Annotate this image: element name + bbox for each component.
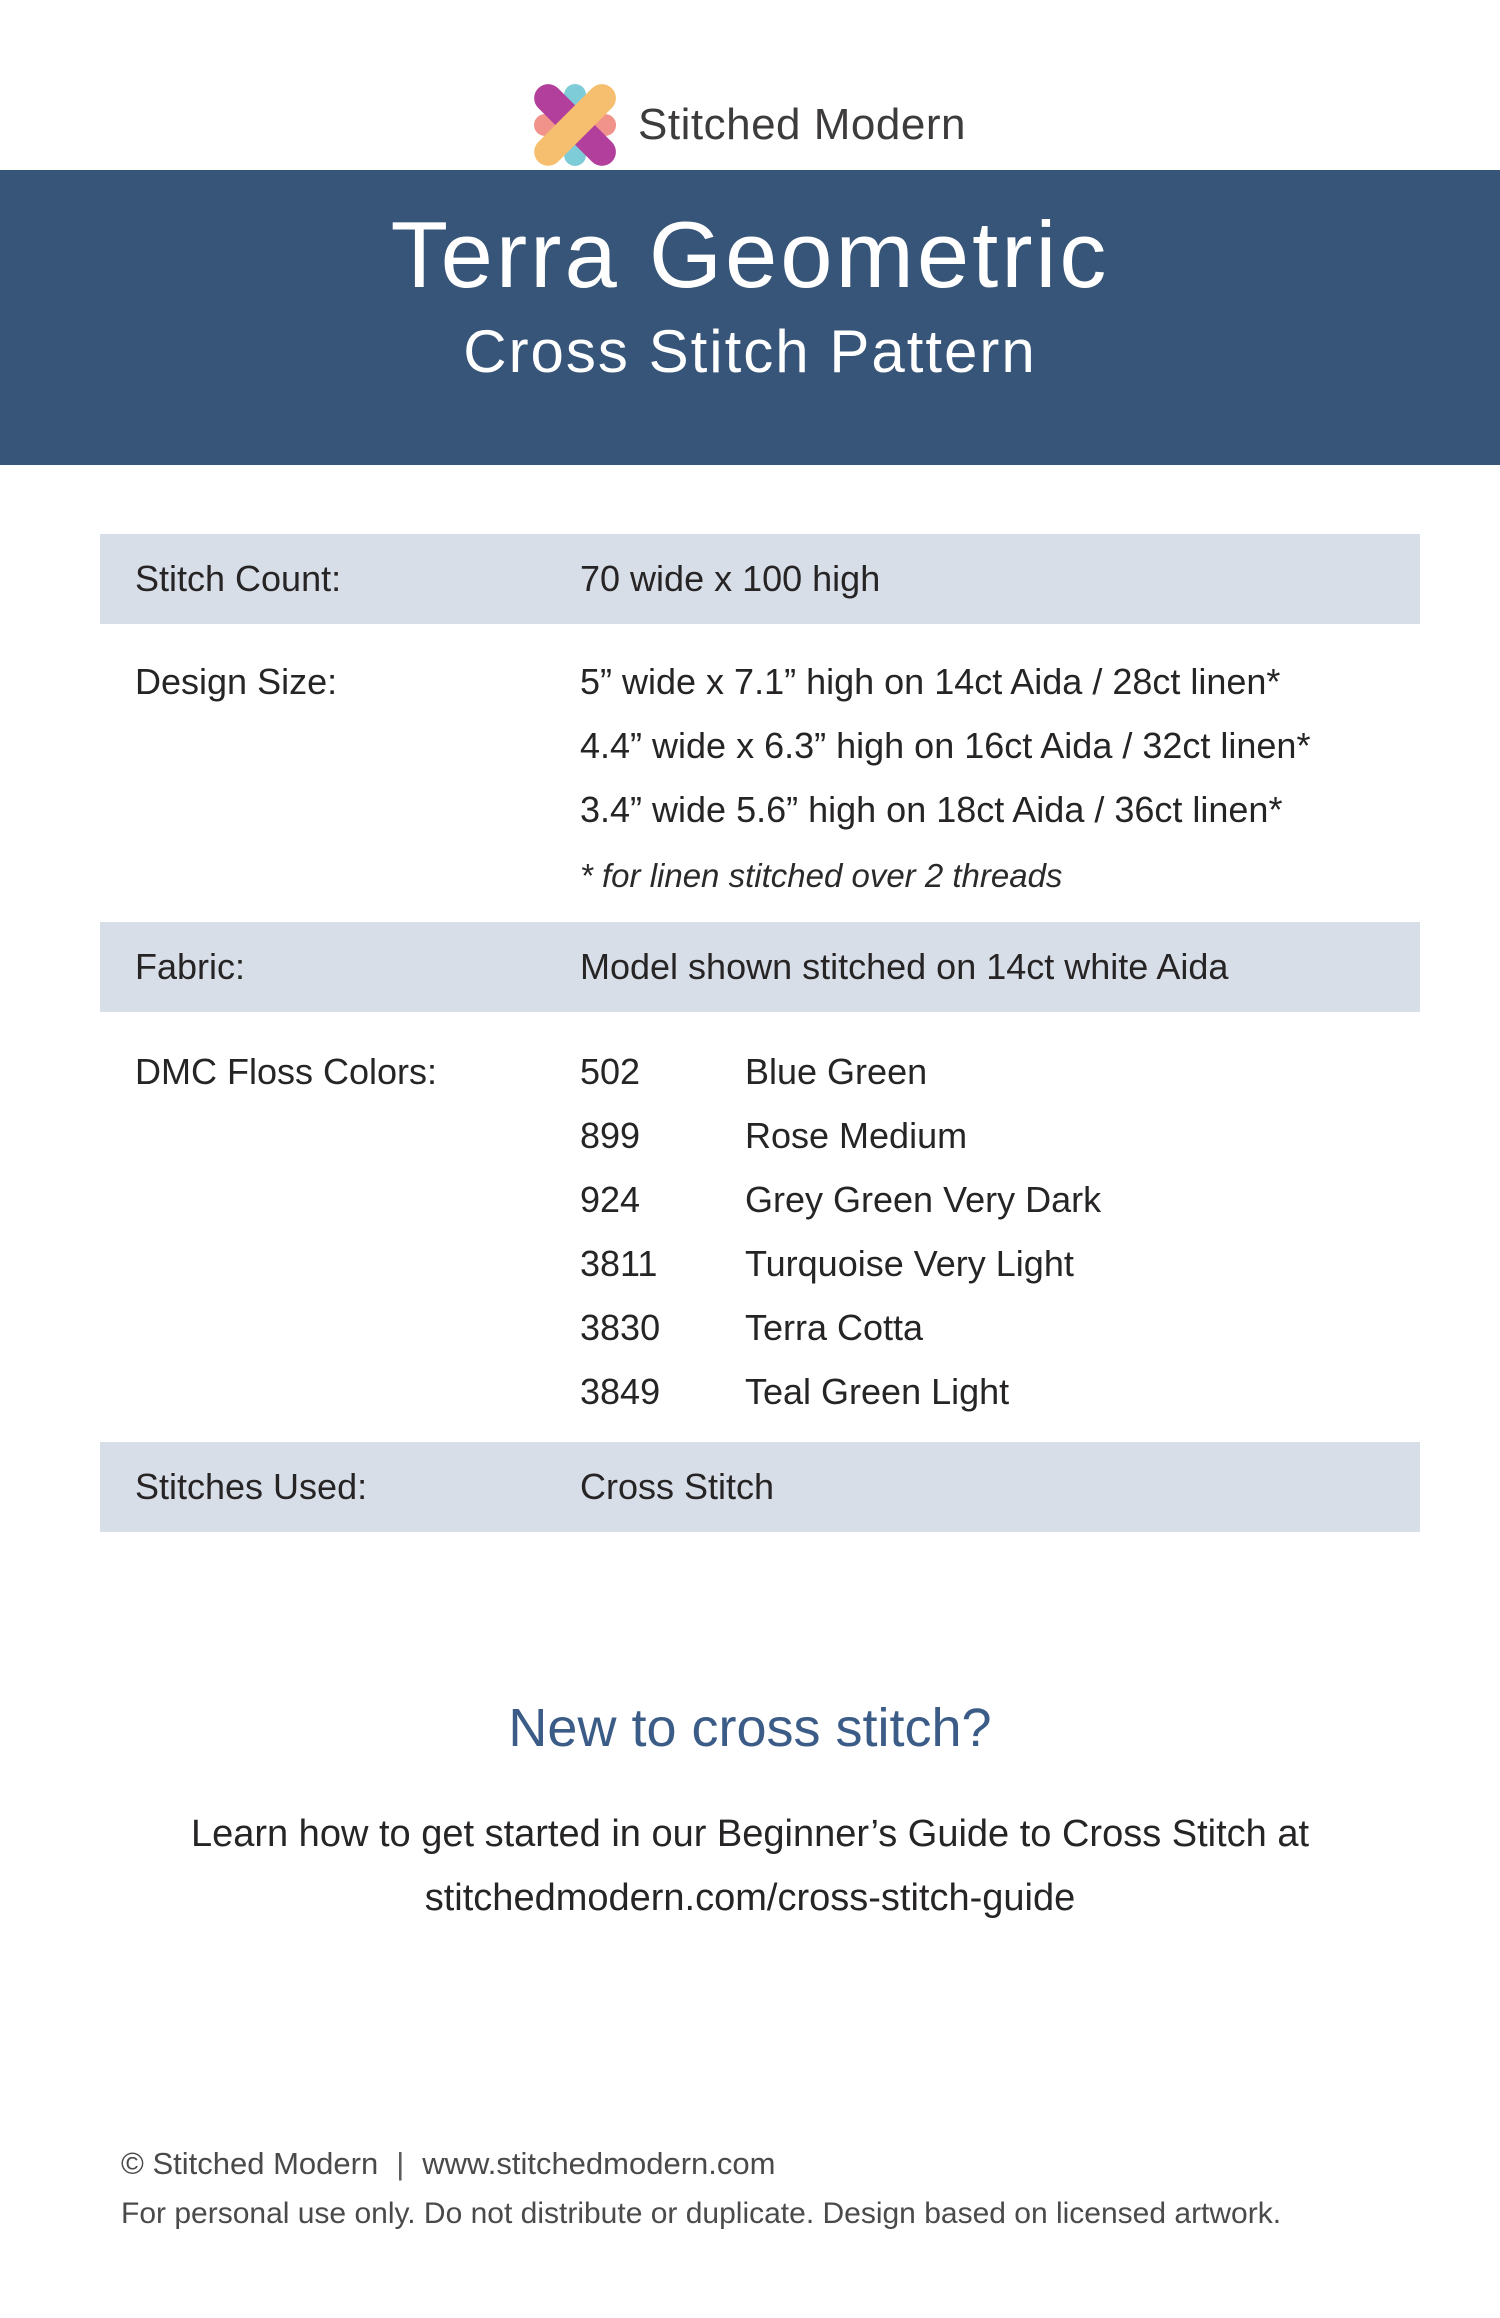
floss-code: 502 xyxy=(580,1051,641,1092)
floss-name: Blue Green xyxy=(745,1051,928,1092)
floss-code: 3811 xyxy=(580,1243,658,1284)
fabric-value: Model shown stitched on 14ct white Aida xyxy=(580,946,1229,987)
copyright-text: © Stitched Modern xyxy=(121,2146,379,2181)
pattern-subtitle: Cross Stitch Pattern xyxy=(463,317,1037,385)
stitch-count-value: 70 wide x 100 high xyxy=(580,558,881,599)
floss-name: Rose Medium xyxy=(745,1115,968,1156)
design-size-line: 5” wide x 7.1” high on 14ct Aida / 28ct linen* xyxy=(580,661,1281,702)
floss-code: 3830 xyxy=(580,1307,661,1348)
footer-disclaimer: For personal use only. Do not distribute or duplicate. Design based on licensed artwork. xyxy=(121,2197,1282,2230)
flower-asterisk-icon xyxy=(534,84,616,166)
stitches-used-value: Cross Stitch xyxy=(580,1466,775,1507)
floss-item xyxy=(580,1360,1420,1424)
floss-item xyxy=(580,1168,1420,1232)
floss-name: Terra Cotta xyxy=(745,1307,924,1348)
floss-code: 924 xyxy=(580,1179,641,1220)
floss-name: Grey Green Very Dark xyxy=(745,1179,1102,1220)
guide-url: stitchedmodern.com/cross-stitch-guide xyxy=(424,1877,1076,1919)
stitches-used-row xyxy=(100,1442,1420,1532)
fabric-row xyxy=(100,922,1420,1012)
floss-item xyxy=(580,1040,1420,1104)
callout-heading: New to cross stitch? xyxy=(508,1698,992,1758)
footer-separator: | xyxy=(396,2146,405,2181)
floss-code: 899 xyxy=(580,1115,641,1156)
design-size-values xyxy=(580,650,1420,898)
website-url: www.stitchedmodern.com xyxy=(422,2146,776,2181)
brand-name: Stitched Modern xyxy=(638,100,966,149)
stitch-count-label: Stitch Count: xyxy=(135,558,342,599)
beginner-guide-callout xyxy=(0,1700,1500,1930)
design-size-label: Design Size: xyxy=(135,661,338,702)
floss-name: Teal Green Light xyxy=(745,1371,1010,1412)
stitch-count-row xyxy=(100,534,1420,624)
title-banner xyxy=(0,170,1500,465)
fabric-label: Fabric: xyxy=(135,946,246,987)
design-size-line: 3.4” wide 5.6” high on 18ct Aida / 36ct linen* xyxy=(580,789,1283,830)
design-size-row xyxy=(100,624,1420,922)
floss-name: Turquoise Very Light xyxy=(745,1243,1074,1284)
floss-code: 3849 xyxy=(580,1371,661,1412)
design-size-note: * for linen stitched over 2 threads xyxy=(580,857,1063,894)
pattern-title: Terra Geometric xyxy=(390,202,1110,307)
header xyxy=(0,0,1500,170)
floss-item xyxy=(580,1232,1420,1296)
callout-text: Learn how to get started in our Beginner’s Guide to Cross Stitch at xyxy=(190,1813,1310,1855)
footer xyxy=(121,2142,1281,2234)
design-size-line: 4.4” wide x 6.3” high on 16ct Aida / 32ct linen* xyxy=(580,725,1311,766)
spec-table xyxy=(100,534,1420,1532)
floss-item xyxy=(580,1104,1420,1168)
floss-colors-row xyxy=(100,1012,1420,1442)
floss-colors-list xyxy=(580,1040,1420,1424)
brand-logo xyxy=(534,84,966,166)
stitches-used-label: Stitches Used: xyxy=(135,1466,368,1507)
floss-item xyxy=(580,1296,1420,1360)
footer-copyright-line xyxy=(121,2142,1281,2186)
floss-colors-label: DMC Floss Colors: xyxy=(135,1051,438,1092)
